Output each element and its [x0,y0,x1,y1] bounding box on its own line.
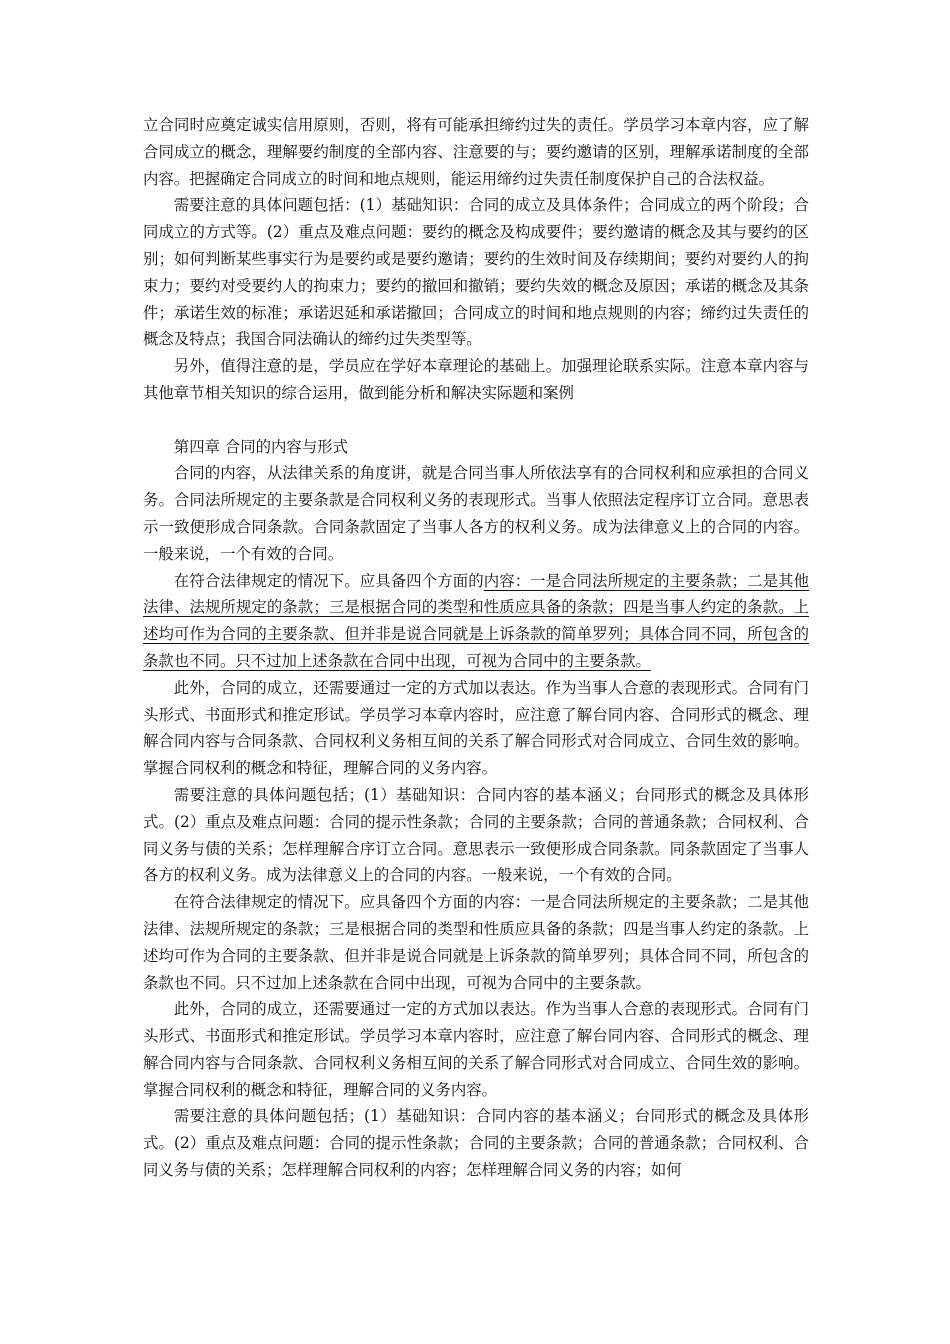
chapter-heading: 第四章 合同的内容与形式 [173,437,348,456]
paragraph-2: 需要注意的具体问题包括：(1）基础知识：合同的成立及具体条件；合同成立的两个阶段；合同成立的方式等。(2）重点及难点问题：要约的概念及构成要件；要约邀请的概念及其与要约的区别；如何判断某些事实行为是要约或是要约邀请；要约的生效时间及存续期间；要约对要约人的拘束力；要约对受要约人的拘束力；要约的撤回和撤销；要约失效的概念及原因；承诺的概念及其条件；承诺生效的标准；承诺迟延和承诺撤回；合同成立的时间和地点规则的内容；缔约过失责任的概念及特点；我国合同法确认的缔约过失类型等。 [143,196,809,349]
paragraph-4: 合同的内容，从法律关系的角度讲，就是合同当事人所依法享有的合同权利和应承担的合同义务。合同法所规定的主要条款是合同权利义务的表现形式。当事人依照法定程序订立合同。意思表示一致便形成合同条款。合同条款固定了当事人各方的权利义务。成为法律意义上的合同的内容。一般来说，一个有效的合同。 [143,464,809,563]
paragraph-8: 在符合法律规定的情况下。应具备四个方面的内容：一是合同法所规定的主要条款；二是其他法律、法规所规定的条款；三是根据合同的类型和性质应具备的条款；四是当事人约定的条款。上述均可作为合同的主要条款、但并非是说合同就是上诉条款的简单罗列；具体合同不同，所包含的条款也不同。只不过加上述条款在合同中出现，可视为合同中的主要条款。 [143,893,809,992]
paragraph-9: 此外，合同的成立，还需要通过一定的方式加以表达。作为当事人合意的表现形式。合同有门头形式、书面形式和推定形试。学员学习本章内容时，应注意了解台同内容、合同形式的概念、理解合同内容与合同条款、合同权利义务相互间的关系了解合同形式对合同成立、合同生效的影响。掌握合同权利的概念和特征，理解合同的义务内容。 [143,1000,809,1099]
paragraph-5 [143,568,809,675]
paragraph-3: 另外，值得注意的是，学员应在学好本章理论的基础上。加强理论联系实际。注意本章内容与其他章节相关知识的综合运用，做到能分析和解决实际题和案例 [143,357,809,402]
paragraph-7: 需要注意的具体问题包括；(1）基础知识：合同内容的基本涵义；台同形式的概念及具体形式。(2）重点及难点问题：合同的提示性条款；合同的主要条款；合同的普通条款；合同权利、合同义务与债的关系；怎样理解合序订立合同。意思表示一致便形成合同条款。同条款固定了当事人各方的权利义务。成为法律意义上的合同的内容。一般来说，一个有效的合同。 [143,785,809,885]
paragraph-1: 立合同时应奠定诚实信用原则，否则，将有可能承担缔约过失的责任。学员学习本章内容，应了解合同成立的概念，理解要约制度的全部内容、注意要的与；要约邀请的区别，理解承诺制度的全部内容。把握确定合同成立的时间和地点规则，能运用缔约过失责任制度保护自己的合法权益。 [143,116,809,188]
paragraph-6: 此外，合同的成立，还需要通过一定的方式加以表达。作为当事人合意的表现形式。合同有门头形式、书面形式和推定形试。学员学习本章内容时，应注意了解台同内容、合同形式的概念、理解合同内容与合同条款、合同权利义务相互间的关系了解合同形式对合同成立、合同生效的影响。掌握合同权利的概念和特征，理解合同的义务内容。 [143,678,809,778]
underlined-text: 内容：一是合同法所规定的主要条款；二是其他法律、法规所规定的条款；三是根据合同的类型和性质应具备的条款；四是当事人约定的条款。上述均可作为合同的主要条款、但并非是说合同就是上诉条款的简单罗列；具体合同不同，所包含的条款也不同。只不过加上述条款在合同中出现，可视为合同中的主要条款。 [143,571,809,670]
paragraph-10: 需要注意的具体问题包括；(1）基础知识：合同内容的基本涵义；台同形式的概念及具体形式。(2）重点及难点问题：合同的提示性条款；合同的主要条款；合同的普通条款；合同权利、合同义务与债的关系；怎样理解合同权利的内容；怎样理解合同义务的内容；如何 [143,1107,809,1180]
paragraph-5-lead: 在符合法律规定的情况下。应具备四个方面的 [173,571,484,590]
blank-line [143,407,809,434]
document-body [143,112,809,1184]
